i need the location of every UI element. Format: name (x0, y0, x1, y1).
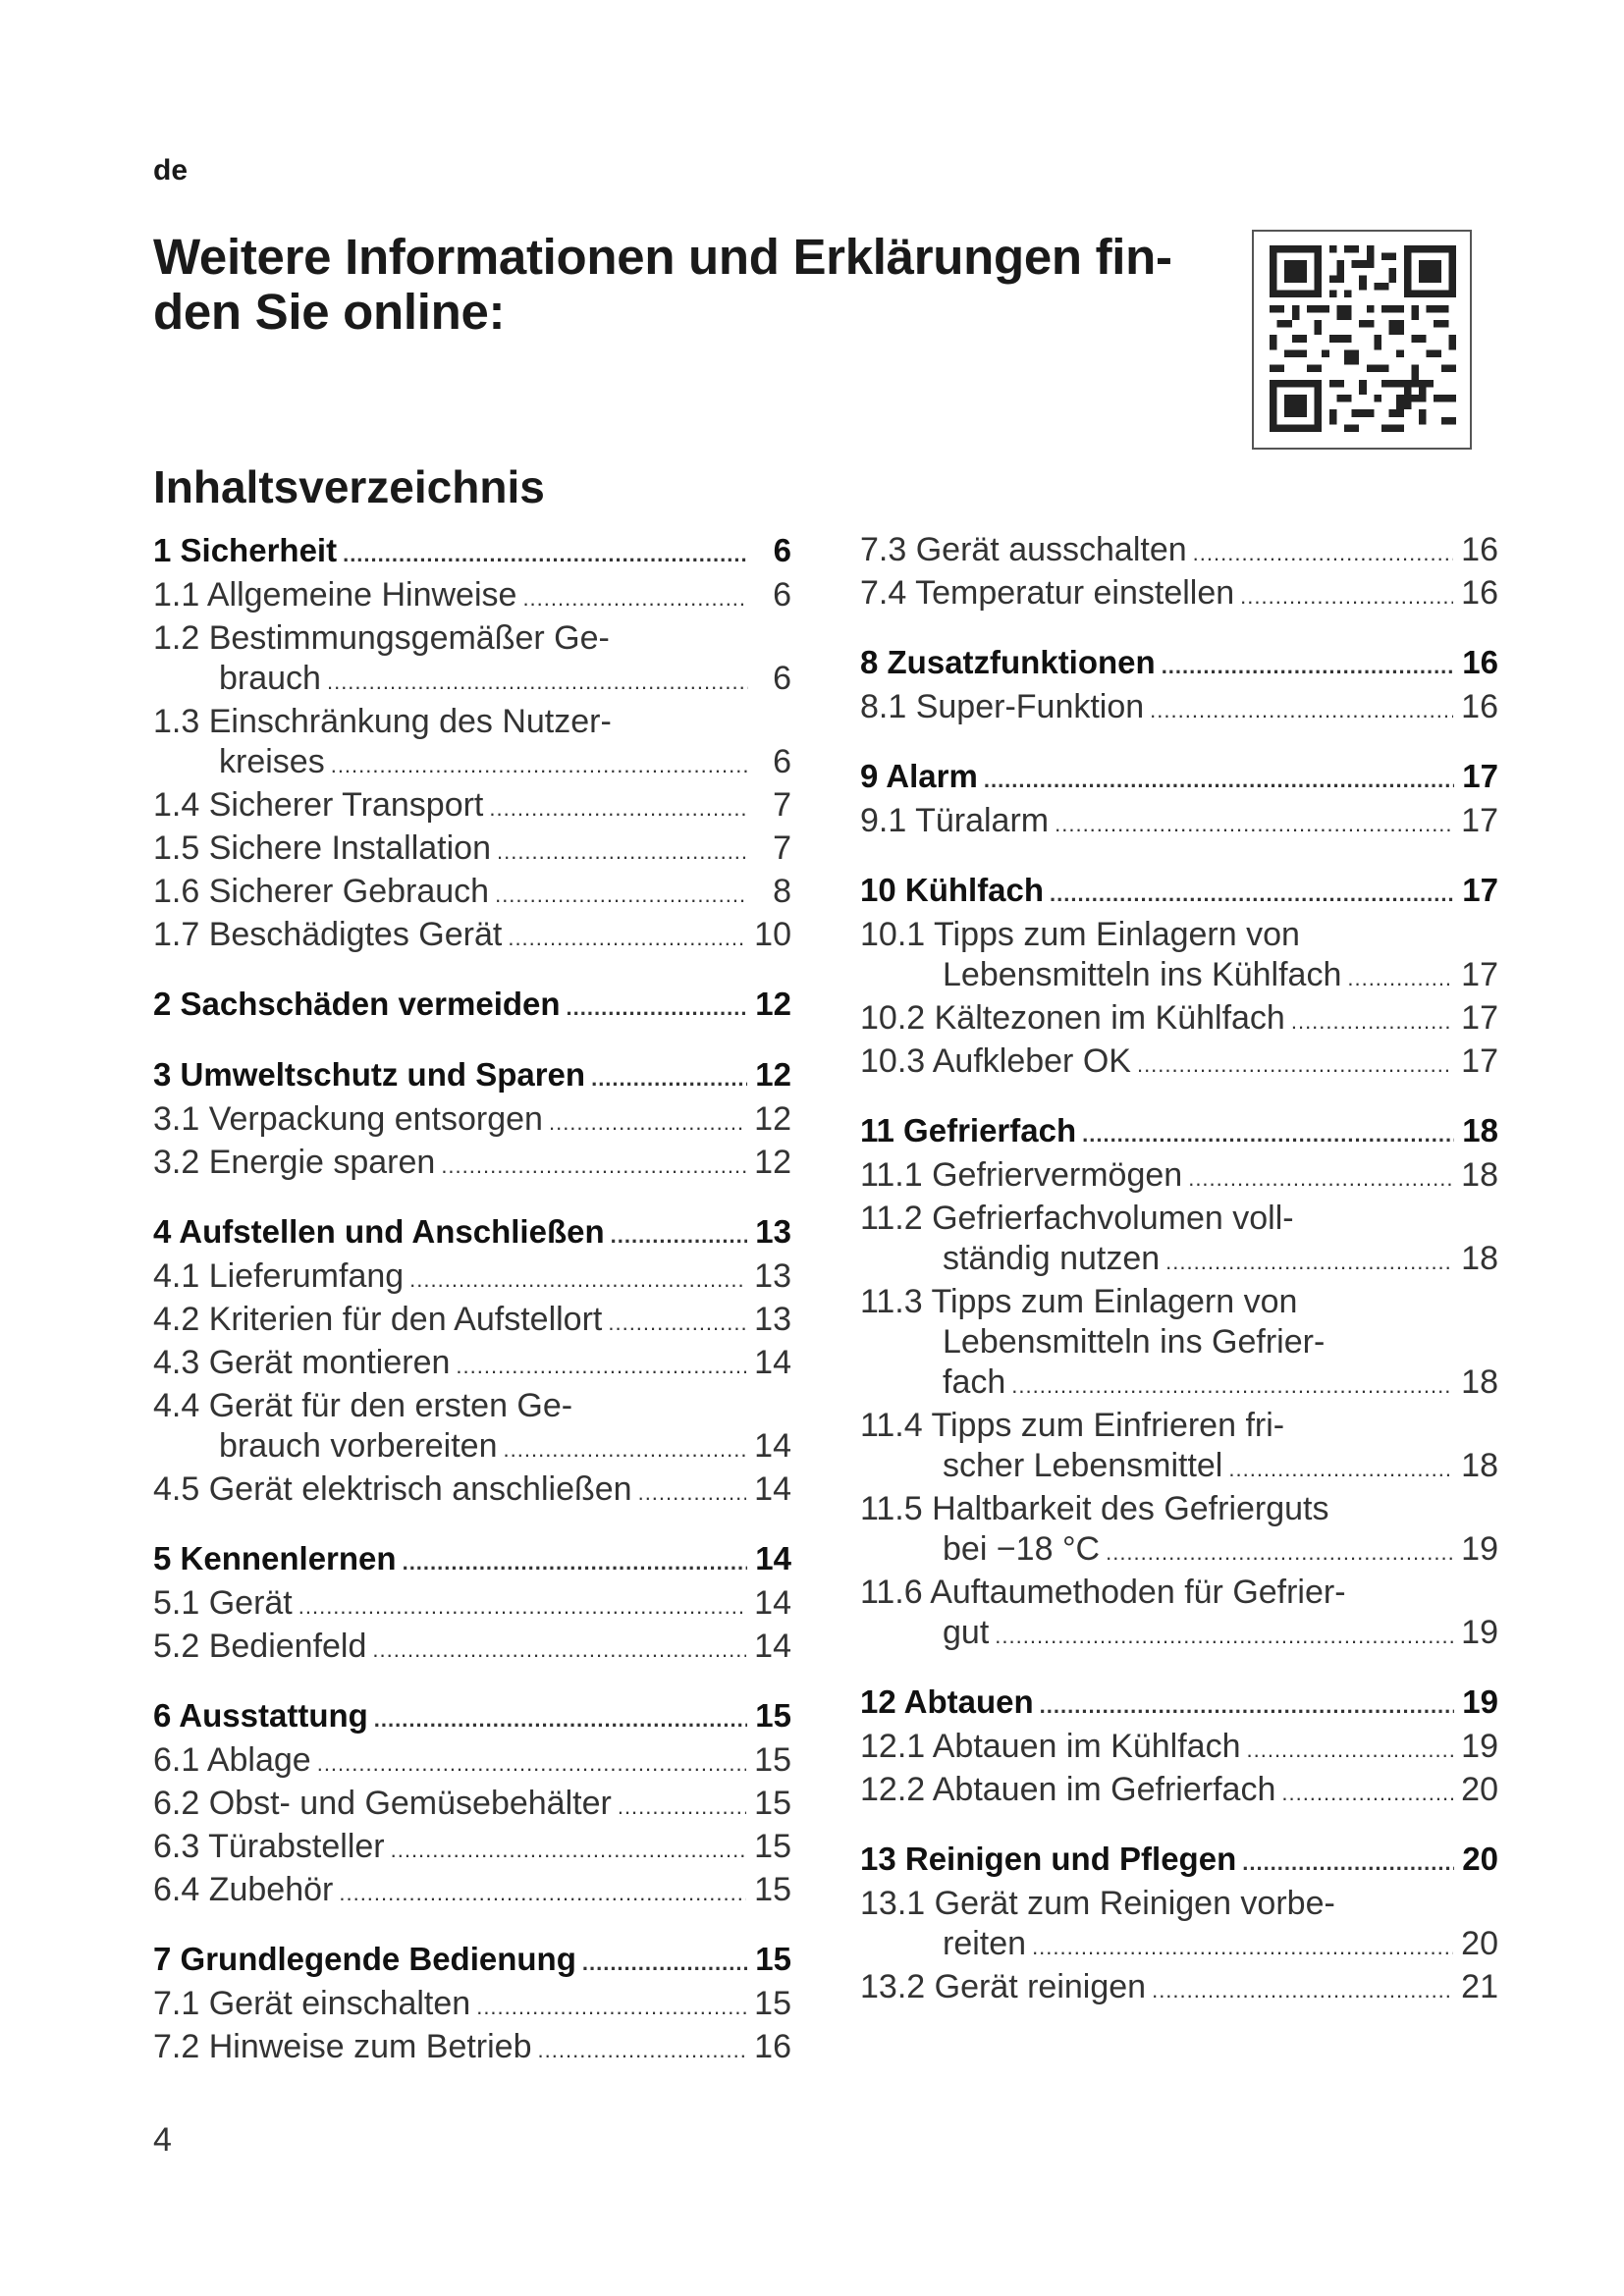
toc-chapter-link[interactable] (860, 870, 1498, 915)
toc-leader (391, 1830, 747, 1870)
toc-chapter-link[interactable] (153, 530, 791, 575)
toc-entry-title: 7.4 Temperatur einstellen (860, 574, 1235, 612)
toc-page-number: 17 (1461, 999, 1498, 1037)
toc-leader (504, 1429, 747, 1469)
toc-section-4 (153, 1211, 791, 1513)
toc-chapter-title: 4 Aufstellen und Anschließen (153, 1213, 605, 1250)
toc-entry-title: 13.2 Gerät reinigen (860, 1968, 1147, 2005)
toc-entry-title-cont: bei −18 °C (943, 1530, 1101, 1568)
language-code: de (153, 154, 189, 187)
toc-leader (549, 1102, 746, 1143)
toc-chapter-title: 9 Alarm (860, 758, 978, 794)
toc-entry-title: 5.1 Gerät (153, 1584, 293, 1622)
toc-page-number: 15 (755, 1697, 791, 1734)
toc-entry-link[interactable] (860, 801, 1498, 844)
toc-section-7-continued (860, 530, 1498, 616)
toc-leader (638, 1472, 747, 1513)
toc-leader (1011, 1365, 1453, 1406)
toc-page-number: 16 (1461, 688, 1498, 725)
toc-entry-link[interactable] (860, 530, 1498, 573)
toc-page-number: 13 (754, 1301, 791, 1338)
toc-page-number: 19 (1462, 1683, 1498, 1720)
toc-entry-title[interactable]: 11.2 Gefrierfachvolumen voll- (860, 1200, 1294, 1237)
toc-entry-link[interactable] (860, 1041, 1498, 1085)
toc-entry-link[interactable] (153, 1827, 791, 1870)
toc-page-number: 19 (1461, 1614, 1498, 1651)
toc-entry-link[interactable] (153, 1870, 791, 1913)
toc-entry-title[interactable]: 1.2 Bestimmungsgemäßer Ge- (153, 619, 610, 657)
toc-entry-title[interactable]: 10.1 Tipps zum Einlagern von (860, 916, 1300, 953)
toc-entry-title[interactable]: 11.3 Tipps zum Einlagern von (860, 1283, 1298, 1320)
toc-page-number: 16 (1461, 531, 1498, 568)
toc-leader (495, 875, 748, 915)
toc-page-number: 17 (1462, 758, 1498, 794)
toc-leader (591, 1058, 747, 1099)
toc-entry-title[interactable]: 11.6 Auftaumethoden für Gefrier- (860, 1574, 1346, 1611)
toc-entry-link[interactable] (860, 1529, 1498, 1573)
toc-page-number: 8 (773, 873, 791, 910)
toc-page-number: 6 (773, 660, 791, 697)
toc-section-9 (860, 756, 1498, 844)
toc-entry-link[interactable] (153, 915, 791, 958)
toc-entry-link[interactable] (153, 1426, 791, 1469)
toc-chapter-title: 7 Grundlegende Bedienung (153, 1941, 576, 1977)
toc-section-7 (153, 1939, 791, 2070)
toc-entry-title: 6.4 Zubehör (153, 1871, 334, 1908)
toc-page-number: 15 (754, 1785, 791, 1822)
toc-entry-title[interactable]: 11.5 Haltbarkeit des Gefrierguts (860, 1490, 1329, 1527)
toc-entry-link[interactable] (153, 872, 791, 915)
toc-page-number: 14 (755, 1540, 791, 1576)
toc-entry-title-cont: ständig nutzen (943, 1240, 1161, 1277)
toc-page-number: 14 (754, 1470, 791, 1508)
toc-leader (508, 918, 746, 958)
toc-entry-title: 12.2 Abtauen im Gefrierfach (860, 1771, 1276, 1808)
toc-page-number: 7 (773, 829, 791, 867)
toc-leader (476, 1987, 746, 2027)
toc-entry-link[interactable] (153, 1740, 791, 1784)
toc-section-1 (153, 530, 791, 958)
toc-page-number: 15 (754, 1985, 791, 2022)
toc-entry-link[interactable] (153, 1984, 791, 2027)
toc-leader (1291, 1001, 1453, 1041)
toc-entry-title: 1.1 Allgemeine Hinweise (153, 576, 517, 614)
toc-leader (567, 988, 748, 1029)
toc-entry-title[interactable]: 1.3 Einschränkung des Nutzer- (153, 703, 612, 740)
toc-entry-title: 7.3 Gerät ausschalten (860, 531, 1187, 568)
toc-title: Inhaltsverzeichnis (153, 461, 545, 512)
toc-entry-link[interactable] (153, 2027, 791, 2070)
toc-leader (1150, 690, 1453, 730)
toc-section-12 (860, 1682, 1498, 1813)
toc-leader (582, 1943, 747, 1984)
toc-section-13 (860, 1839, 1498, 2010)
page-number: 4 (153, 2121, 172, 2159)
toc-chapter-link[interactable] (860, 1682, 1498, 1727)
toc-entry-title: 6.3 Türabsteller (153, 1828, 385, 1865)
toc-page-number: 7 (773, 786, 791, 824)
toc-entry-link[interactable] (153, 1343, 791, 1386)
toc-entry-title-cont[interactable]: Lebensmitteln ins Gefrier- (943, 1323, 1326, 1361)
qr-code-icon (1270, 245, 1456, 432)
toc-leader (327, 662, 748, 702)
toc-leader (1347, 958, 1453, 998)
toc-leader (317, 1743, 746, 1784)
toc-page-number: 18 (1461, 1156, 1498, 1194)
toc-leader (1240, 576, 1453, 616)
toc-page-number: 18 (1461, 1447, 1498, 1484)
toc-leader (456, 1346, 746, 1386)
toc-entry-link[interactable] (860, 1967, 1498, 2010)
toc-leader (1137, 1044, 1453, 1085)
toc-page-number: 14 (754, 1584, 791, 1622)
toc-page-number: 14 (754, 1427, 791, 1465)
toc-chapter-title: 6 Ausstattung (153, 1697, 368, 1734)
toc-leader (1055, 804, 1453, 844)
toc-page-number: 17 (1462, 872, 1498, 908)
toc-page-number: 17 (1461, 802, 1498, 839)
toc-entry-title: 5.2 Bedienfeld (153, 1628, 367, 1665)
toc-entry-link[interactable] (153, 742, 791, 785)
toc-page-number: 18 (1461, 1240, 1498, 1277)
toc-leader (1106, 1532, 1453, 1573)
toc-entry-link[interactable] (153, 1143, 791, 1186)
toc-page-number: 17 (1461, 1042, 1498, 1080)
toc-section-5 (153, 1538, 791, 1670)
toc-entry-title-cont: brauch vorbereiten (219, 1427, 498, 1465)
toc-leader (1082, 1114, 1454, 1155)
toc-entry-title[interactable]: 13.1 Gerät zum Reinigen vorbe- (860, 1885, 1335, 1922)
toc-entry-title: 6.1 Ablage (153, 1741, 311, 1779)
toc-leader (403, 1542, 748, 1583)
toc-page-number: 20 (1461, 1925, 1498, 1962)
toc-leader (1188, 1158, 1453, 1199)
toc-chapter-title: 11 Gefrierfach (860, 1112, 1077, 1148)
toc-leader (608, 1303, 746, 1343)
toc-leader (1040, 1685, 1455, 1727)
toc-entry-link[interactable] (153, 1469, 791, 1513)
toc-entry-link[interactable] (153, 828, 791, 872)
toc-leader (372, 1629, 746, 1670)
toc-leader (1162, 646, 1455, 687)
toc-chapter-title: 3 Umweltschutz und Sparen (153, 1056, 586, 1093)
toc-entry-title: 7.2 Hinweise zum Betrieb (153, 2028, 532, 2065)
toc-page-number: 15 (754, 1828, 791, 1865)
toc-entry-title: 10.3 Aufkleber OK (860, 1042, 1131, 1080)
toc-entry-title: 3.1 Verpackung entsorgen (153, 1100, 543, 1138)
toc-entry-title[interactable]: 4.4 Gerät für den ersten Ge- (153, 1387, 573, 1424)
toc-chapter-title: 8 Zusatzfunktionen (860, 644, 1156, 680)
toc-entry-title: 3.2 Energie sparen (153, 1144, 436, 1181)
toc-leader (409, 1259, 746, 1300)
toc-chapter-link[interactable] (153, 1538, 791, 1583)
toc-entry-title-cont: fach (943, 1363, 1006, 1401)
toc-chapter-link[interactable] (860, 642, 1498, 687)
toc-section-8 (860, 642, 1498, 730)
toc-leader (298, 1586, 746, 1627)
toc-page-number: 13 (755, 1213, 791, 1250)
toc-page-number: 12 (754, 1100, 791, 1138)
toc-page-number: 6 (773, 743, 791, 780)
toc-chapter-link[interactable] (860, 756, 1498, 801)
toc-page-number: 18 (1461, 1363, 1498, 1401)
toc-leader (1281, 1773, 1453, 1813)
toc-entry-title-cont: reiten (943, 1925, 1027, 1962)
toc-page-number: 15 (755, 1941, 791, 1977)
toc-leader (497, 831, 748, 872)
toc-entry-title[interactable]: 11.4 Tipps zum Einfrieren fri- (860, 1407, 1285, 1444)
toc-entry-title-cont: kreises (219, 743, 325, 780)
toc-page-number: 14 (754, 1628, 791, 1665)
toc-page-number: 16 (754, 2028, 791, 2065)
toc-entry-title: 4.5 Gerät elektrisch anschließen (153, 1470, 632, 1508)
toc-leader (522, 578, 748, 618)
toc-leader (1152, 1970, 1453, 2010)
toc-leader (489, 788, 748, 828)
toc-entry-link[interactable] (153, 1784, 791, 1827)
toc-page-number: 20 (1461, 1771, 1498, 1808)
toc-entry-title: 12.1 Abtauen im Kühlfach (860, 1728, 1241, 1765)
toc-entry-link[interactable] (153, 575, 791, 618)
toc-leader (1242, 1842, 1454, 1884)
toc-entry-link[interactable] (153, 785, 791, 828)
toc-entry-link[interactable] (153, 1627, 791, 1670)
toc-entry-link[interactable] (153, 659, 791, 702)
toc-entry-link[interactable] (860, 1446, 1498, 1489)
toc-page-number: 6 (773, 576, 791, 614)
toc-section-10 (860, 870, 1498, 1085)
toc-page-number: 17 (1461, 956, 1498, 993)
toc-entry-title: 1.6 Sicherer Gebrauch (153, 873, 490, 910)
headline-line-1: Weitere Informationen und Erklärungen fin- (153, 229, 1172, 285)
toc-entry-title: 1.4 Sicherer Transport (153, 786, 484, 824)
toc-leader (995, 1616, 1453, 1656)
toc-leader (618, 1787, 746, 1827)
toc-leader (1032, 1927, 1453, 1967)
toc-entry-link[interactable] (860, 1727, 1498, 1770)
toc-chapter-link[interactable] (860, 1839, 1498, 1884)
toc-leader (538, 2030, 747, 2070)
toc-leader (1247, 1730, 1454, 1770)
toc-entry-title-cont: scher Lebensmittel (943, 1447, 1223, 1484)
toc-entry-link[interactable] (153, 1256, 791, 1300)
toc-entry-link[interactable] (860, 1770, 1498, 1813)
page-headline (153, 230, 1214, 340)
toc-leader (343, 534, 748, 575)
toc-entry-link[interactable] (153, 1300, 791, 1343)
toc-page-number: 21 (1461, 1968, 1498, 2005)
toc-entry-title: 11.1 Gefriervermögen (860, 1156, 1183, 1194)
toc-entry-link[interactable] (860, 1362, 1498, 1406)
toc-chapter-link[interactable] (153, 1695, 791, 1740)
toc-page-number: 6 (773, 532, 791, 568)
toc-entry-title: 6.2 Obst- und Gemüsebehälter (153, 1785, 612, 1822)
toc-leader (1193, 533, 1454, 573)
toc-leader (331, 745, 748, 785)
toc-chapter-title: 5 Kennenlernen (153, 1540, 397, 1576)
toc-section-6 (153, 1695, 791, 1913)
toc-page-number: 14 (754, 1344, 791, 1381)
toc-page-number: 12 (755, 1056, 791, 1093)
toc-page-number: 10 (754, 916, 791, 953)
toc-chapter-title: 10 Kühlfach (860, 872, 1045, 908)
toc-chapter-title: 2 Sachschäden vermeiden (153, 986, 561, 1022)
toc-chapter-title: 12 Abtauen (860, 1683, 1034, 1720)
toc-page-number: 20 (1462, 1841, 1498, 1877)
toc-page-number: 19 (1461, 1728, 1498, 1765)
toc-entry-link[interactable] (153, 1583, 791, 1627)
toc-leader (611, 1215, 748, 1256)
toc-leader (984, 760, 1454, 801)
toc-column-right (860, 530, 1498, 2036)
toc-leader (339, 1873, 746, 1913)
toc-entry-link[interactable] (860, 1155, 1498, 1199)
toc-page-number: 16 (1461, 574, 1498, 612)
toc-chapter-link[interactable] (153, 1211, 791, 1256)
toc-entry-link[interactable] (860, 1924, 1498, 1967)
toc-entry-title: 4.2 Kriterien für den Aufstellort (153, 1301, 603, 1338)
toc-chapter-link[interactable] (153, 984, 791, 1029)
toc-entry-title: 8.1 Super-Funktion (860, 688, 1145, 725)
toc-leader (441, 1146, 746, 1186)
toc-page-number: 16 (1462, 644, 1498, 680)
toc-entry-title: 7.1 Gerät einschalten (153, 1985, 471, 2022)
toc-page-number: 12 (754, 1144, 791, 1181)
toc-page-number: 15 (754, 1871, 791, 1908)
headline-line-2: den Sie online: (153, 284, 506, 340)
toc-leader (1165, 1242, 1453, 1282)
toc-entry-link[interactable] (860, 1613, 1498, 1656)
qr-code[interactable] (1252, 230, 1472, 450)
toc-page-number: 12 (755, 986, 791, 1022)
toc-chapter-title: 13 Reinigen und Pflegen (860, 1841, 1237, 1877)
toc-entry-link[interactable] (153, 1099, 791, 1143)
toc-entry-title: 10.2 Kältezonen im Kühlfach (860, 999, 1285, 1037)
toc-leader (374, 1699, 747, 1740)
toc-entry-link[interactable] (860, 998, 1498, 1041)
toc-page-number: 15 (754, 1741, 791, 1779)
toc-entry-title: 4.1 Lieferumfang (153, 1257, 405, 1295)
toc-entry-link[interactable] (860, 687, 1498, 730)
toc-page-number: 18 (1462, 1112, 1498, 1148)
toc-entry-title: 1.7 Beschädigtes Gerät (153, 916, 503, 953)
toc-section-11 (860, 1110, 1498, 1656)
toc-entry-title-cont: brauch (219, 660, 321, 697)
toc-chapter-link[interactable] (860, 1110, 1498, 1155)
toc-entry-title: 4.3 Gerät montieren (153, 1344, 451, 1381)
toc-entry-link[interactable] (860, 573, 1498, 616)
toc-entry-link[interactable] (860, 1239, 1498, 1282)
toc-entry-title: 9.1 Türalarm (860, 802, 1050, 839)
toc-entry-title-cont: gut (943, 1614, 990, 1651)
toc-page-number: 19 (1461, 1530, 1498, 1568)
toc-chapter-title: 1 Sicherheit (153, 532, 338, 568)
toc-chapter-link[interactable] (153, 1054, 791, 1099)
toc-leader (1050, 874, 1454, 915)
toc-entry-link[interactable] (860, 955, 1498, 998)
toc-page-number: 13 (754, 1257, 791, 1295)
toc-leader (1228, 1449, 1453, 1489)
toc-column-left (153, 530, 791, 2096)
toc-entry-title-cont: Lebensmitteln ins Kühlfach (943, 956, 1342, 993)
toc-section-3 (153, 1054, 791, 1186)
toc-section-2 (153, 984, 791, 1029)
toc-chapter-link[interactable] (153, 1939, 791, 1984)
toc-entry-title: 1.5 Sichere Installation (153, 829, 491, 867)
